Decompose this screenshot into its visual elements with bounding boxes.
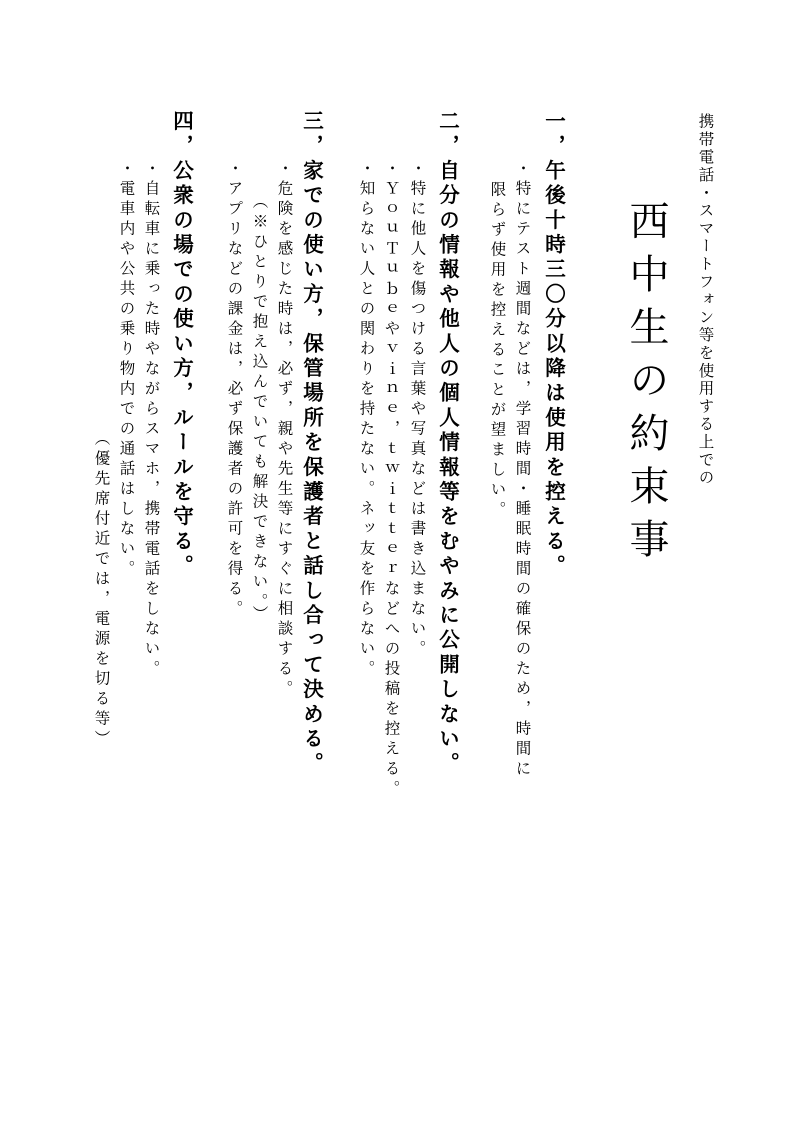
section-4-heading: 四，公衆の場での使い方，ルールを守る。	[169, 110, 194, 580]
section-3-line-1: ・危険を感じた時は，必ず，親や先生等にすぐに相談する。	[275, 160, 294, 700]
section-3-line-2: （※ひとりで抱え込んでいても解決できない。）	[250, 193, 269, 626]
section-2-heading: 二，自分の情報や他人の個人情報等をむやみに公開しない。	[435, 110, 460, 777]
section-3-heading: 三，家での使い方，保管場所を保護者と話し合って決める。	[299, 110, 324, 777]
document-subtitle: 携帯電話・スマートフォン等を使用する上での	[696, 113, 715, 487]
section-1-line-1: ・特にテスト週間などは，学習時間・睡眠時間の確保のため，時間に	[513, 160, 532, 780]
section-4-line-2: ・電車内や公共の乗り物内での通話はしない。	[117, 160, 136, 580]
section-4-line-1: ・自転車に乗った時やながらスマホ，携帯電話をしない。	[142, 160, 161, 680]
section-2-line-1: ・特に他人を傷つける言葉や写真などは書き込まない。	[408, 160, 427, 660]
section-3-line-3: ・アプリなどの課金は，必ず保護者の許可を得る。	[225, 160, 244, 620]
section-4-line-3: （優先席付近では，電源を切る等）	[92, 430, 111, 750]
section-1-heading: 一，午後十時三〇分以降は使用を控える。	[541, 110, 566, 580]
section-1-line-2: 限らず使用を控えることが望ましい。	[488, 181, 507, 521]
document-title: 西中生の約束事	[623, 200, 669, 571]
section-2-line-2: ・ＹｏｕＴｕｂｅやｖｉｎｅ，ｔｗｉｔｔｅｒなどへの投稿を控える。	[382, 160, 401, 800]
section-2-line-3: ・知らない人との関わりを持たない。ネッ友を作らない。	[357, 160, 376, 680]
